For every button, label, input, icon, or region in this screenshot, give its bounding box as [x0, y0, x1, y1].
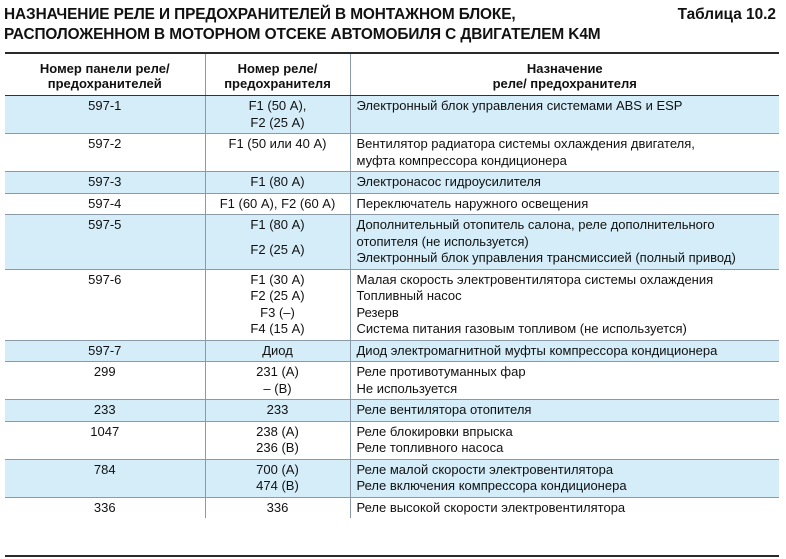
cell-purpose — [350, 421, 779, 459]
purpose-line: Топливный насос — [356, 288, 462, 303]
purpose-line: Реле противотуманных фар — [356, 364, 526, 379]
purpose-line: Реле вентилятора отопителя — [356, 402, 532, 417]
relay-number-line: 336 — [266, 499, 289, 515]
relay-number-line: F1 (50 А), — [248, 98, 307, 113]
cell-panel-number: 597-7 — [5, 340, 205, 362]
relay-number-line: – (В) — [263, 380, 292, 396]
table-header-row — [5, 54, 779, 96]
relay-number-line: F1 (80 А) — [250, 217, 305, 232]
cell-relay-number — [205, 96, 350, 134]
relay-number-line: 700 (А) — [256, 461, 299, 477]
purpose-line: Диод электромагнитной муфты компрессора кондиционера — [356, 342, 718, 358]
cell-panel-number: 233 — [5, 400, 205, 422]
purpose-line: отопителя (не используется) — [356, 233, 529, 249]
purpose-line: Переключатель наружного освещения — [356, 195, 589, 211]
purpose-line: Дополнительный отопитель салона, реле дополнительного — [356, 217, 715, 232]
purpose-line: Система питания газовым топливом (не используется) — [356, 321, 687, 336]
cell-purpose — [350, 362, 779, 400]
cell-relay-number — [205, 193, 350, 215]
relay-fuse-table-frame — [5, 52, 779, 557]
table-row — [5, 362, 779, 400]
purpose-line: Малая скорость электровентилятора системы охлаждения — [356, 271, 714, 287]
cell-relay-number — [205, 269, 350, 340]
cell-panel-number: 336 — [5, 497, 205, 518]
table-row — [5, 134, 779, 172]
cell-panel-number: 597-6 — [5, 269, 205, 340]
table-row — [5, 172, 779, 194]
table-row — [5, 96, 779, 134]
cell-relay-number — [205, 459, 350, 497]
purpose-line: Не используется — [356, 380, 458, 396]
purpose-line: Реле включения компрессора кондиционера — [356, 478, 627, 493]
relay-number-line: F2 (25 А) — [250, 288, 305, 303]
header-relay-number: Номер реле/ предохранителя — [205, 54, 350, 96]
table-title — [4, 5, 780, 49]
title-line-2: РАСПОЛОЖЕННОМ В МОТОРНОМ ОТСЕКЕ АВТОМОБИЛЯ С ДВИГАТЕЛЕМ K4M — [4, 26, 601, 43]
cell-panel-number: 597-5 — [5, 215, 205, 270]
relay-number-line: F1 (50 или 40 А) — [228, 136, 327, 151]
cell-purpose — [350, 172, 779, 194]
cell-purpose — [350, 459, 779, 497]
relay-number-line: 238 (А) — [256, 423, 299, 439]
purpose-line: Реле топливного насоса — [356, 440, 504, 455]
cell-relay-number — [205, 172, 350, 194]
table-row — [5, 459, 779, 497]
cell-purpose — [350, 400, 779, 422]
cell-relay-number — [205, 421, 350, 459]
cell-purpose — [350, 134, 779, 172]
title-line-1: НАЗНАЧЕНИЕ РЕЛЕ И ПРЕДОХРАНИТЕЛЕЙ В МОНТАЖНОМ БЛОКЕ, — [4, 6, 516, 23]
cell-panel-number: 784 — [5, 459, 205, 497]
relay-number-line: F2 (25 А) — [250, 114, 305, 130]
cell-panel-number: 597-4 — [5, 193, 205, 215]
cell-purpose — [350, 215, 779, 270]
table-row — [5, 193, 779, 215]
relay-number-line: 233 — [266, 402, 289, 417]
cell-purpose — [350, 497, 779, 518]
header-panel-number: Номер панели реле/ предохранителей — [5, 54, 205, 96]
table-row — [5, 421, 779, 459]
cell-purpose — [350, 340, 779, 362]
purpose-line: Электронный блок управления системами ABS и ESP — [356, 98, 683, 113]
cell-panel-number: 597-3 — [5, 172, 205, 194]
relay-number-line: F3 (–) — [260, 304, 295, 320]
table-row — [5, 400, 779, 422]
cell-panel-number: 299 — [5, 362, 205, 400]
table-row — [5, 497, 779, 518]
cell-relay-number — [205, 400, 350, 422]
relay-number-line: F1 (30 А) — [250, 271, 305, 287]
cell-panel-number: 597-1 — [5, 96, 205, 134]
table-number-label: Таблица 10.2 — [677, 6, 776, 23]
table-row — [5, 269, 779, 340]
relay-fuse-table — [5, 54, 779, 518]
cell-panel-number: 1047 — [5, 421, 205, 459]
purpose-line: Электронный блок управления трансмиссией (полный привод) — [356, 250, 736, 265]
relay-number-line: 231 (А) — [256, 364, 299, 379]
table-row — [5, 215, 779, 270]
cell-relay-number — [205, 215, 350, 270]
relay-number-line: 474 (В) — [256, 478, 299, 493]
purpose-line: Реле блокировки впрыска — [356, 423, 513, 439]
purpose-line: Резерв — [356, 304, 399, 320]
purpose-line: Электронасос гидроусилителя — [356, 174, 541, 189]
purpose-line: Реле высокой скорости электровентилятора — [356, 499, 626, 515]
header-purpose: Назначение реле/ предохранителя — [350, 54, 779, 96]
purpose-line: Реле малой скорости электровентилятора — [356, 461, 614, 477]
table-row — [5, 340, 779, 362]
table-body — [5, 96, 779, 519]
cell-relay-number — [205, 340, 350, 362]
cell-purpose — [350, 96, 779, 134]
purpose-line: Вентилятор радиатора системы охлаждения двигателя, — [356, 136, 695, 151]
relay-number-line — [210, 234, 346, 242]
purpose-line: муфта компрессора кондиционера — [356, 152, 567, 168]
relay-number-line: F4 (15 А) — [250, 321, 305, 336]
cell-purpose — [350, 269, 779, 340]
relay-number-line: F1 (60 А), F2 (60 А) — [219, 195, 336, 211]
cell-purpose — [350, 193, 779, 215]
relay-number-line: F2 (25 А) — [250, 241, 305, 257]
relay-number-line: F1 (80 А) — [250, 174, 305, 189]
cell-panel-number: 597-2 — [5, 134, 205, 172]
cell-relay-number — [205, 362, 350, 400]
cell-relay-number — [205, 497, 350, 518]
relay-number-line: Диод — [262, 342, 293, 358]
relay-number-line: 236 (В) — [256, 440, 299, 455]
cell-relay-number — [205, 134, 350, 172]
